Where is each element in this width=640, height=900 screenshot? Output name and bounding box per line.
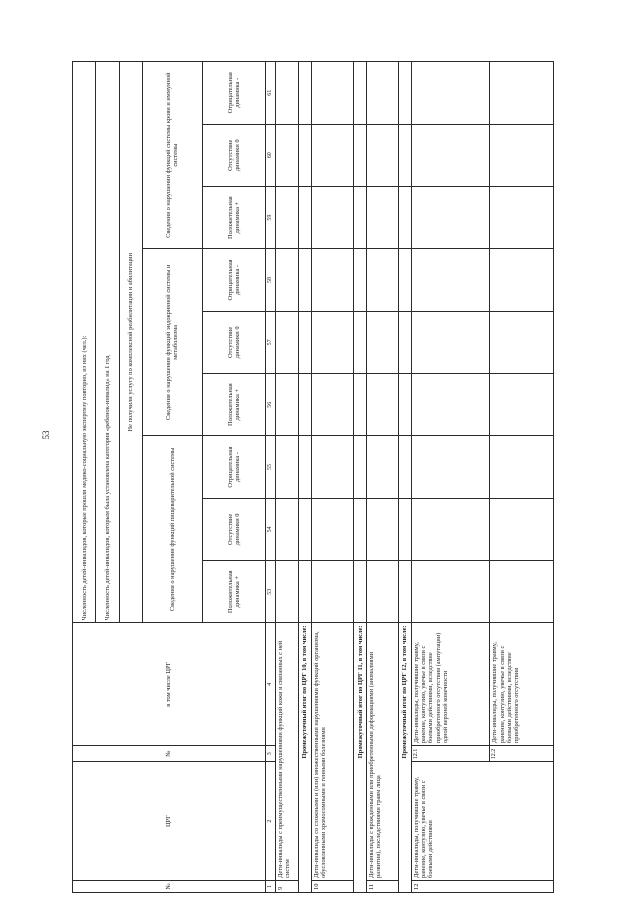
column-index: 57: [266, 311, 276, 373]
dyn-header: Отсутствие динамики 0: [202, 311, 266, 373]
subtotal-row: [398, 62, 411, 893]
header-num: №: [73, 880, 266, 892]
column-index-row: [266, 62, 276, 893]
column-index: 3: [266, 746, 276, 762]
table-row: [311, 62, 353, 893]
row-incl: Дети-инвалиды, получившие травму, ранение, контузию, увечье в связи с боевыми действиями, вследствие приобретенного отсутствия (ампутации) одной верхней конечности: [411, 623, 490, 746]
row-num: 10: [311, 880, 353, 892]
dyn-header: Положительная динамика +: [202, 186, 266, 248]
column-index: 61: [266, 62, 276, 125]
group-header: Сведения о нарушении функций эндокринной системы и метаболизма: [143, 249, 202, 436]
header-subnum: №: [73, 746, 266, 762]
row-num: 9: [275, 880, 298, 892]
column-index: 56: [266, 374, 276, 436]
subtotal-row: [354, 62, 367, 893]
row-crg: Дети-инвалиды со сложными и (или) множественными нарушениями функций организма, обусловленными хромосомными и генными болезнями: [311, 623, 353, 881]
group-header: Сведения о нарушении функций пищеварительной системы: [143, 436, 202, 623]
dyn-header: Отсутствие динамики 0: [202, 498, 266, 560]
row-crg: Дети-инвалиды, получившие травму, ранение, контузию, увечье в связи с боевыми действиями: [411, 762, 553, 881]
table-row: [367, 62, 399, 893]
column-index: 60: [266, 124, 276, 186]
dyn-header: Отсутствие динамики 0: [202, 124, 266, 186]
column-index: 2: [266, 762, 276, 881]
column-index: 1: [266, 880, 276, 892]
group-header: Сведения о нарушении функций системы крови и иммунной системы: [143, 62, 202, 249]
header-sub1: Численность детей-инвалидов, которым была установлена категория «ребенок-инвалид» на 1 год: [96, 62, 119, 623]
header-incl: в том числе ЦРГ: [73, 623, 266, 746]
row-incl: Дети-инвалиды, получившие травму, ранение, контузию, увечье в связи с боевыми действиями, вследствие приобретенного отсутствия: [490, 623, 554, 746]
column-index: 59: [266, 186, 276, 248]
table-row: [275, 62, 298, 893]
header-top: Численность детей-инвалидов, которые прошли медико-социальную экспертизу повторно, из них (чел.):: [73, 62, 96, 623]
column-index: 53: [266, 561, 276, 623]
statistics-table: [72, 61, 554, 893]
row-num: 11: [367, 880, 399, 892]
page-number: 53: [41, 430, 51, 440]
subtotal-label: Промежуточный итог по ЦРГ 12, в том числе:: [398, 623, 411, 893]
dyn-header: Отрицательная динамика -: [202, 62, 266, 125]
row-num: 12: [411, 880, 553, 892]
table-row: [411, 62, 490, 893]
subtotal-label: Промежуточный итог по ЦРГ 10, в том числе:: [299, 623, 312, 893]
dyn-header: Положительная динамика +: [202, 374, 266, 436]
row-subnum: 12.1: [411, 746, 490, 762]
dyn-header: Отрицательная динамика -: [202, 249, 266, 311]
subtotal-row: [299, 62, 312, 893]
row-crg: Дети-инвалиды с врожденными или приобретенными деформациями (аномалиями развития), последствиями травм лица: [367, 623, 399, 881]
dyn-header: Положительная динамика +: [202, 561, 266, 623]
row-crg: Дети-инвалиды с преимущественными нарушениями функций кожи и связанных с ней систем: [275, 623, 298, 881]
column-index: 55: [266, 436, 276, 498]
table-container: [72, 61, 554, 893]
column-index: 4: [266, 623, 276, 746]
header-crg: ЦРГ: [73, 762, 266, 881]
dyn-header: Отрицательная динамика -: [202, 436, 266, 498]
header-sub2: Не получили услугу по комплексной реабилитации и абилитации: [119, 62, 142, 623]
row-subnum: 12.2: [490, 746, 554, 762]
column-index: 54: [266, 498, 276, 560]
subtotal-label: Промежуточный итог по ЦРГ 11, в том числе:: [354, 623, 367, 893]
column-index: 58: [266, 249, 276, 311]
